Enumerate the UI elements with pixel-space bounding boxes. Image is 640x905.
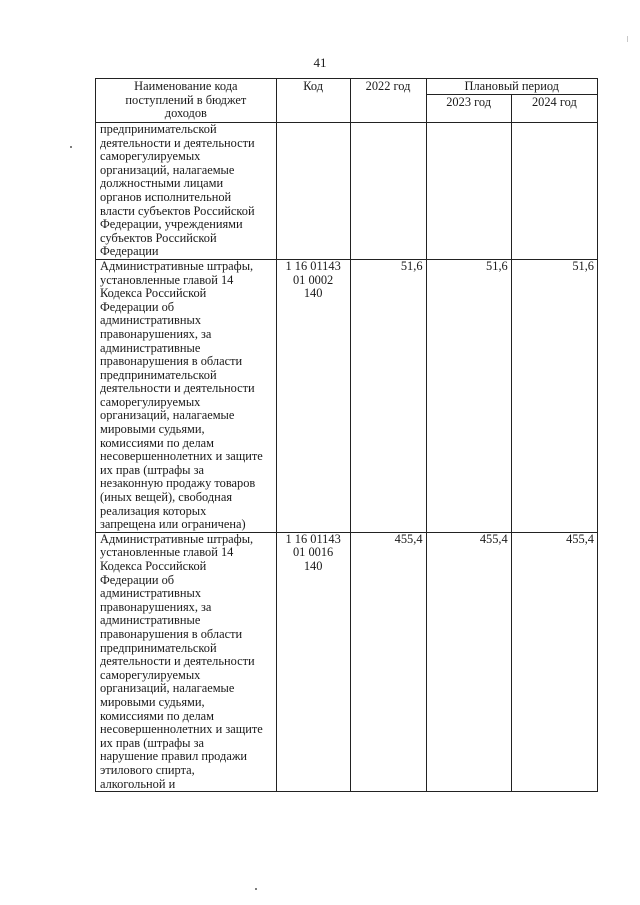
page-number: 41 <box>313 55 327 70</box>
row-2022-cell: 455,4 <box>350 532 426 791</box>
row-2023-cell: 455,4 <box>426 532 511 791</box>
row-name-cell: предпринимательской деятельности и деятельности саморегулируемых организаций, налагаемые должностными лицами органов исполнительной власти субъектов Российской Федерации, учреждениями субъектов Российской Федерации <box>96 123 277 260</box>
row-code-cell: 1 16 01143 01 0002 140 <box>276 259 350 532</box>
scan-speck <box>70 146 72 148</box>
table-row <box>96 123 598 260</box>
header-year-2022: 2022 год <box>350 79 426 123</box>
table-row <box>96 259 598 532</box>
revenue-table <box>95 78 598 792</box>
table-header <box>96 79 598 123</box>
row-2023-cell <box>426 123 511 260</box>
row-2024-cell: 455,4 <box>511 532 597 791</box>
header-year-2023: 2023 год <box>426 95 511 123</box>
row-name-cell: Административные штрафы, установленные главой 14 Кодекса Российской Федерации об административных правонарушениях, за административные правонарушения в области предпринимательской деятельности и деятельности саморегулируемых организаций, налагаемые мировыми судьями, комиссиями по делам несовершеннолетних и защите их прав (штрафы за нарушение правил продажи этилового спирта, алкогольной и <box>96 532 277 791</box>
header-year-2024: 2024 год <box>511 95 597 123</box>
row-name-cell: Административные штрафы, установленные главой 14 Кодекса Российской Федерации об административных правонарушениях, за административные правонарушения в области предпринимательской деятельности и деятельности саморегулируемых организаций, налагаемые мировыми судьями, комиссиями по делам несовершеннолетних и защите их прав (штрафы за незаконную продажу товаров (иных вещей), свободная реализация которых запрещена или ограничена) <box>96 259 277 532</box>
scan-speck <box>255 888 257 890</box>
row-2024-cell: 51,6 <box>511 259 597 532</box>
row-2022-cell <box>350 123 426 260</box>
header-name: Наименование кода поступлений в бюджет доходов <box>96 79 277 123</box>
page-edge-mark: ... <box>625 36 634 42</box>
row-code-cell <box>276 123 350 260</box>
row-2022-cell: 51,6 <box>350 259 426 532</box>
table-row <box>96 532 598 791</box>
row-2024-cell <box>511 123 597 260</box>
row-code-cell: 1 16 01143 01 0016 140 <box>276 532 350 791</box>
revenue-table-container <box>95 78 598 792</box>
header-planned-period: Плановый период <box>426 79 597 95</box>
header-code: Код <box>276 79 350 123</box>
row-2023-cell: 51,6 <box>426 259 511 532</box>
